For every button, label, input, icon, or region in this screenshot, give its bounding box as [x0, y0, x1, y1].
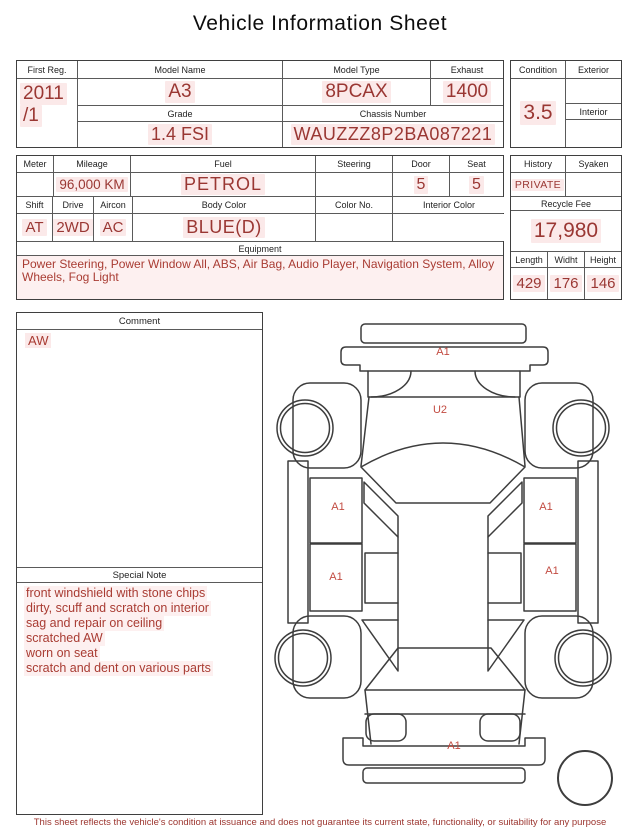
- interior-color-label: Interior Color: [393, 197, 505, 213]
- first-reg-month: /1: [20, 105, 42, 127]
- car-damage-diagram: [268, 316, 628, 813]
- car-left-side: [275, 383, 406, 741]
- wheel-front-left: [277, 400, 333, 456]
- exterior-value: [566, 79, 621, 103]
- first-reg-label: First Reg.: [17, 61, 77, 78]
- wheel-rear-left-inner: [279, 634, 328, 683]
- syaken-label: Syaken: [566, 156, 621, 172]
- history-value: PRIVATE: [512, 179, 564, 191]
- body-color-label: Body Color: [133, 197, 315, 213]
- tail-light-left: [366, 714, 406, 741]
- mid-panel-right: [488, 553, 521, 603]
- fuel-label: Fuel: [131, 156, 315, 172]
- grade-value: 1.4 FSI: [148, 124, 212, 145]
- special-note-line: dirty, scuff and scratch on interior: [26, 601, 209, 615]
- length-value: 429: [513, 275, 544, 292]
- steering-value: [316, 173, 392, 196]
- marker-rear-bumper: A1: [447, 740, 461, 752]
- height-value: 146: [587, 275, 618, 292]
- wheel-rear-left: [275, 630, 331, 686]
- special-note-label: Special Note: [17, 568, 262, 583]
- special-note-line: worn on seat: [26, 646, 98, 660]
- width-value: 176: [550, 275, 581, 292]
- disclaimer-text: This sheet reflects the vehicle's condition at issuance and does not guarantee its current state, functionality, or suitability for any purpose: [33, 817, 607, 828]
- recycle-fee-label: Recycle Fee: [511, 197, 621, 211]
- spare-tire: [558, 751, 612, 805]
- wheel-rear-right: [555, 630, 611, 686]
- length-label: Length: [511, 252, 547, 267]
- rear-window-shape: [365, 648, 525, 690]
- chassis-number-label: Chassis Number: [283, 106, 503, 121]
- special-note-line: scratch and dent on various parts: [26, 661, 211, 675]
- c-pillar-right: [488, 620, 524, 671]
- trunk-lines: [365, 690, 525, 744]
- page-title: Vehicle Information Sheet: [192, 12, 448, 35]
- body-color-value: BLUE(D): [183, 217, 265, 238]
- drive-label: Drive: [53, 197, 93, 213]
- width-label: Widht: [548, 252, 584, 267]
- door-rear-right: [524, 544, 576, 611]
- syaken-value: [566, 173, 621, 196]
- history-label: History: [511, 156, 565, 172]
- shift-label: Shift: [17, 197, 52, 213]
- b-pillar-left: [364, 482, 398, 537]
- rear-strip: [363, 768, 525, 783]
- model-name-label: Model Name: [78, 61, 282, 78]
- model-type-label: Model Type: [283, 61, 430, 78]
- model-type-value: 8PCAX: [322, 81, 390, 103]
- c-pillar-left: [362, 620, 398, 671]
- condition-table: [510, 60, 622, 148]
- door-value: 5: [414, 176, 429, 194]
- seat-label: Seat: [450, 156, 503, 172]
- wheel-rear-right-inner: [559, 634, 608, 683]
- condition-label: Condition: [511, 61, 565, 78]
- exhaust-value: 1400: [443, 81, 491, 103]
- drive-value: 2WD: [53, 219, 92, 236]
- steering-label: Steering: [316, 156, 392, 172]
- windshield-shape: [361, 443, 525, 503]
- wheel-front-right: [553, 400, 609, 456]
- rear-bumper-shape: [343, 738, 545, 765]
- rocker-left: [288, 461, 308, 623]
- b-pillar-right: [488, 482, 522, 537]
- interior-label: Interior: [566, 104, 621, 119]
- equipment-label: Equipment: [17, 242, 503, 256]
- marker-front-door-right: A1: [539, 501, 553, 513]
- meter-label: Meter: [17, 156, 53, 172]
- special-note-list: [17, 583, 262, 814]
- chassis-number-value: WAUZZZ8P2BA087221: [291, 124, 496, 145]
- marker-hood: U2: [432, 404, 448, 416]
- interior-color-value: [393, 214, 505, 241]
- wheel-front-left-inner: [281, 404, 330, 453]
- car-right-side: [480, 383, 611, 741]
- height-label: Height: [585, 252, 621, 267]
- aircon-value: AC: [100, 219, 127, 236]
- aircon-label: Aircon: [94, 197, 132, 213]
- cowl-arcs: [371, 371, 515, 397]
- exterior-label: Exterior: [566, 61, 621, 78]
- marker-rear-door-left: A1: [329, 571, 343, 583]
- recycle-fee-value: 17,980: [531, 219, 601, 243]
- equipment-value: Power Steering, Power Window All, ABS, Air Bag, Audio Player, Navigation System, Alloy Wheels, Fog Light: [17, 256, 503, 299]
- condition-value: 3.5: [520, 101, 555, 125]
- rocker-right: [578, 461, 598, 623]
- seat-value: 5: [469, 176, 484, 194]
- mileage-label: Mileage: [54, 156, 130, 172]
- special-note-line: scratched AW: [26, 631, 103, 645]
- meter-value: [17, 173, 53, 196]
- fees-table: [510, 155, 622, 300]
- wheel-front-right-inner: [557, 404, 606, 453]
- marker-front-bumper: A1: [436, 346, 450, 358]
- color-no-value: [316, 214, 392, 241]
- mileage-value: 96,000 KM: [56, 177, 127, 192]
- interior-value: [566, 120, 621, 147]
- first-reg-year: 2011: [20, 83, 67, 105]
- fuel-value: PETROL: [181, 174, 265, 195]
- special-note-line: front windshield with stone chips: [26, 586, 206, 600]
- color-no-label: Color No.: [316, 197, 392, 213]
- notes-panel: [16, 312, 263, 815]
- comment-text: [17, 330, 262, 566]
- exhaust-label: Exhaust: [431, 61, 503, 78]
- details-table: [16, 155, 504, 300]
- registration-table: [16, 60, 504, 148]
- comment-label: Comment: [17, 313, 262, 330]
- door-label: Door: [393, 156, 449, 172]
- model-name-value: A3: [165, 81, 194, 103]
- comment-text-value: AW: [25, 333, 51, 348]
- tail-light-right: [480, 714, 520, 741]
- special-note-line: sag and repair on ceiling: [26, 616, 163, 630]
- mid-panel-left: [365, 553, 398, 603]
- grade-label: Grade: [78, 106, 282, 121]
- front-roof-strip: [361, 324, 526, 343]
- marker-front-door-left: A1: [331, 501, 345, 513]
- marker-rear-door-right: A1: [545, 565, 559, 577]
- shift-value: AT: [22, 219, 46, 236]
- first-reg-value: [17, 79, 77, 147]
